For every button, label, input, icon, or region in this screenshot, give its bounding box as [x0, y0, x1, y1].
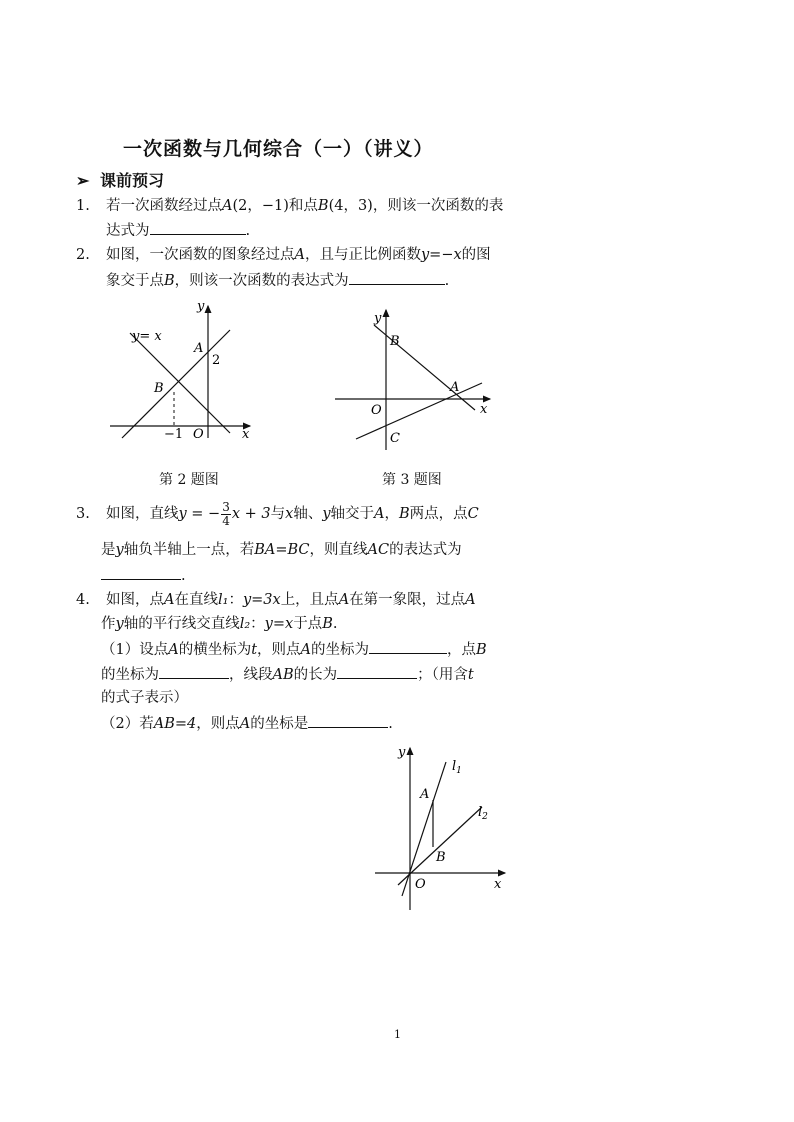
fig2-line-label: y= x [132, 329, 162, 344]
figure-3 [330, 305, 500, 455]
fig4-point-a: A [420, 787, 430, 802]
answer-blank-q4-2[interactable] [308, 713, 388, 728]
figure-2 [100, 298, 265, 448]
fig4-point-b: B [436, 850, 446, 865]
question-4-part-1-line-1: （1）设点A的横坐标为t，则点A的坐标为 ，点B [101, 639, 487, 660]
figure-4 [370, 740, 515, 915]
fig2-x-label: x [242, 427, 250, 442]
line-y-neg-x [130, 333, 230, 433]
line-ab [122, 330, 230, 438]
question-2-line-2: 象交于点B，则该一次函数的表达式为 . [106, 270, 449, 291]
question-4-line-1: 4. 如图，点A在直线l₁：y=3x上，且点A在第一象限，过点A [76, 592, 476, 608]
question-3-line-3: . [101, 565, 186, 586]
arrow-bullet-icon: ➢ [76, 171, 90, 190]
fig3-origin: O [371, 403, 382, 418]
fig2-point-a: A [194, 341, 204, 356]
question-4-part-1-line-2: 的坐标为 ，线段AB的长为 ；（用含t [101, 664, 474, 685]
question-4-part-1-line-3: 的式子表示） [101, 690, 188, 706]
fig3-x-label: x [480, 402, 488, 417]
fig2-label-neg1: −1 [164, 427, 184, 442]
fig4-l2-label: $l_2$ [478, 805, 488, 822]
page-title: 一次函数与几何综合（一）（讲义） [123, 138, 434, 160]
fig2-label-2: 2 [212, 353, 221, 368]
fig3-point-c: C [390, 431, 400, 446]
fig3-point-b: B [390, 334, 400, 349]
fig4-origin: O [415, 877, 426, 892]
fig2-y-label: y [197, 299, 205, 314]
question-4-line-2: 作y轴的平行线交直线l₂：y=x于点B. [101, 616, 338, 632]
fig3-y-label: y [374, 311, 382, 326]
answer-blank-q4-a[interactable] [369, 639, 447, 654]
section-heading [76, 168, 164, 191]
fig2-origin: O [193, 427, 204, 442]
fig3-point-a: A [450, 380, 460, 395]
question-2-line-1: 2. 如图，一次函数的图象经过点A，且与正比例函数y=−x的图 [76, 247, 491, 263]
question-3-line-1: 3. 如图，直线y = − $\frac{3}{4}$ x + 3与x轴、y轴交于A，B两点，点C [76, 499, 479, 528]
question-1-line-2: 达式为 . [106, 220, 250, 241]
answer-blank-q2[interactable] [349, 270, 445, 285]
fig2-point-b: B [154, 381, 164, 396]
answer-blank-q4-b[interactable] [159, 664, 229, 679]
figure-2-caption: 第 2 题图 [159, 472, 219, 488]
answer-blank-q1[interactable] [150, 220, 246, 235]
figure-3-caption: 第 3 题图 [382, 472, 442, 488]
fig4-l1-label: $l_1$ [452, 759, 462, 776]
fig4-y-label: y [398, 745, 406, 760]
answer-blank-q3[interactable] [101, 565, 181, 580]
section-title: 课前预习 [100, 171, 165, 190]
fraction-3-4: $\frac{3}{4}$ [222, 499, 230, 528]
answer-blank-q4-ab[interactable] [337, 664, 417, 679]
fig4-x-label: x [494, 877, 502, 892]
question-1-line-1: 1. 若一次函数经过点A(2，−1)和点B(4，3)，则该一次函数的表 [76, 198, 504, 214]
page-number: 1 [394, 1028, 401, 1041]
question-3-line-2: 是y轴负半轴上一点，若BA=BC，则直线AC的表达式为 [101, 542, 462, 558]
question-4-part-2: （2）若AB=4，则点A的坐标是 . [101, 713, 393, 734]
